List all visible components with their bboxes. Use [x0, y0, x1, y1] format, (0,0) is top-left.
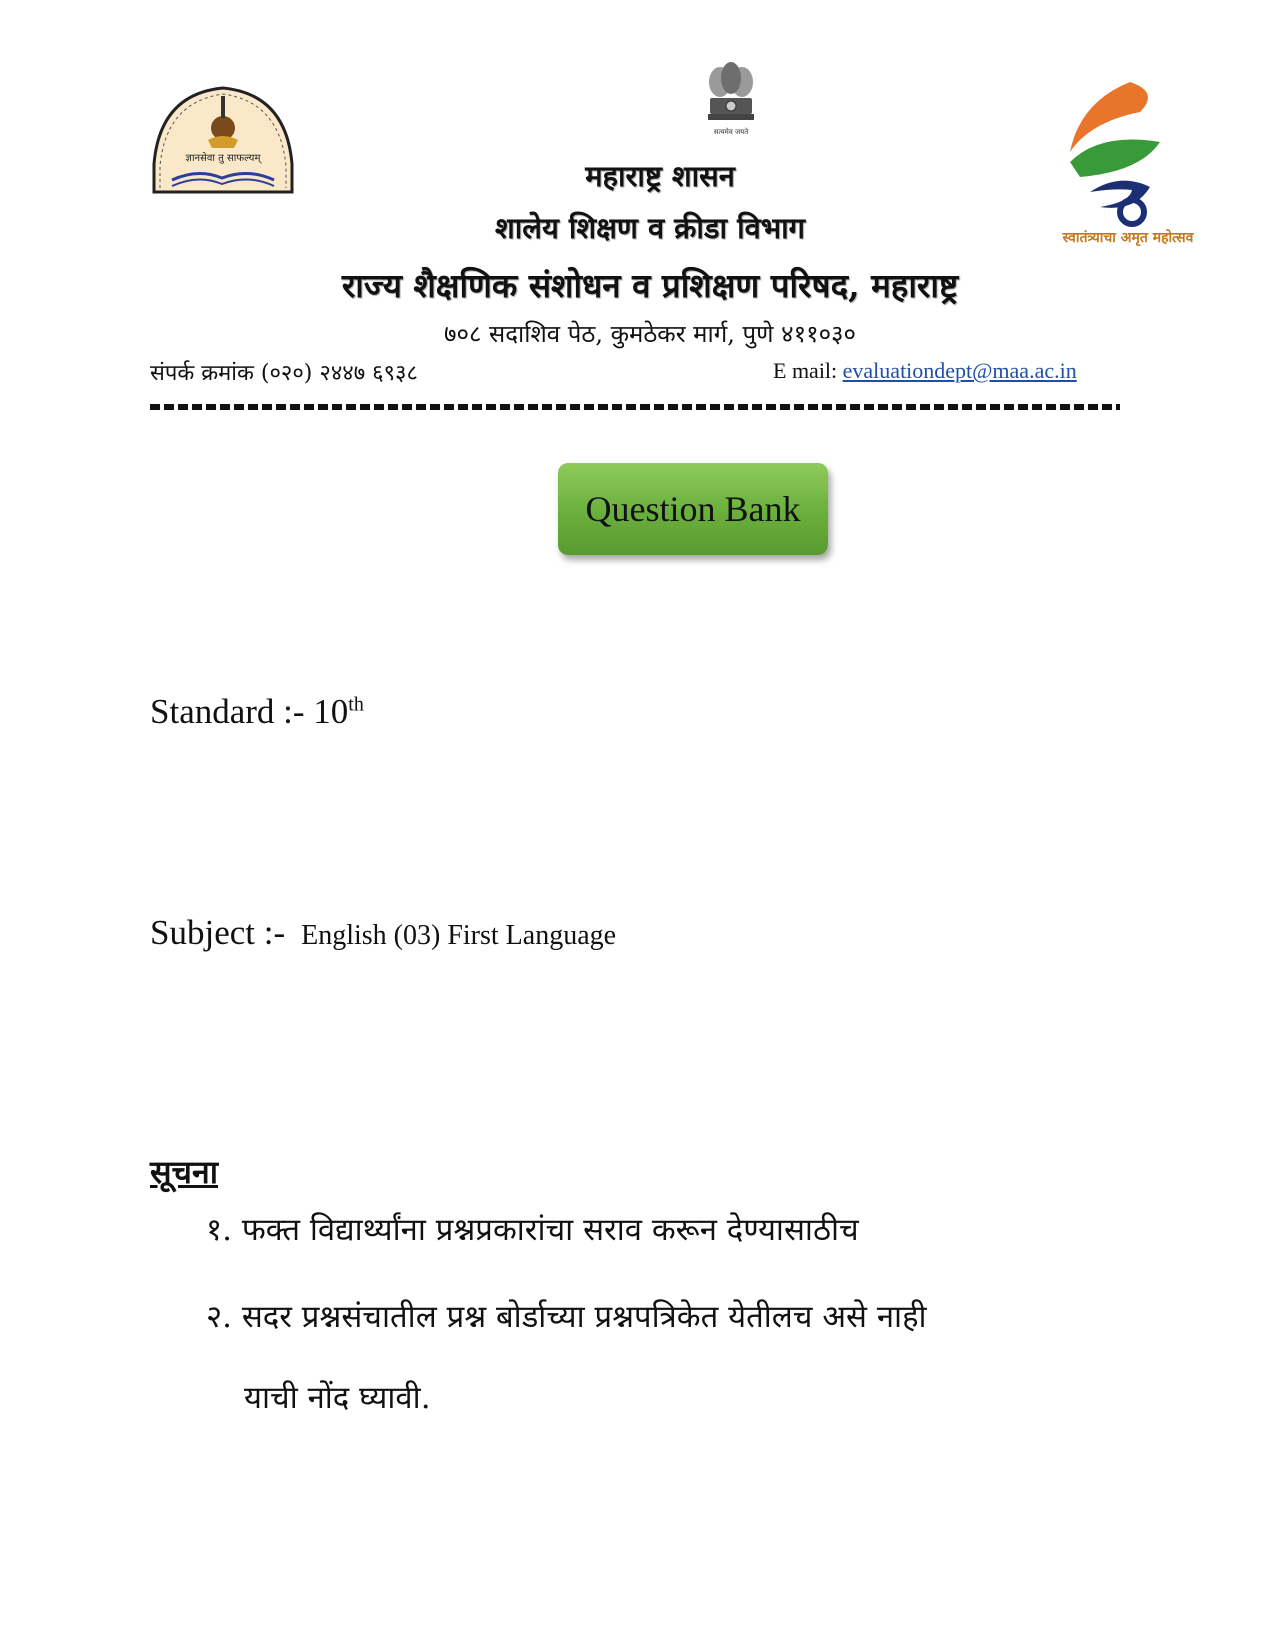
notes-title: सूचना: [150, 1153, 219, 1191]
subject-label: Subject :-: [150, 913, 286, 952]
header-address: ७०८ सदाशिव पेठ, कुमठेकर मार्ग, पुणे ४११०३०: [443, 320, 857, 348]
standard-label: Standard :- 10: [150, 692, 349, 731]
divider: [150, 404, 1120, 410]
standard-line: [150, 692, 364, 732]
subject-value: English (03) First Language: [301, 920, 617, 951]
subject-line: [150, 913, 616, 953]
standard-suffix: th: [348, 693, 364, 716]
note-item: १. फक्त विद्यार्थ्यांना प्रश्नप्रकारांचा सराव करून देण्यासाठीच: [206, 1212, 859, 1248]
header-department: शालेय शिक्षण व क्रीडा विभाग: [495, 211, 805, 245]
question-bank-banner: Question Bank: [558, 463, 828, 555]
national-emblem: [700, 58, 762, 146]
logo-motto: ज्ञानसेवा तु साफल्यम्: [185, 153, 261, 164]
emblem-motto: सत्यमेव जयते: [713, 128, 749, 136]
note-item-continuation: याची नोंद घ्यावी.: [244, 1380, 431, 1416]
note-item: २. सदर प्रश्नसंचातील प्रश्न बोर्डाच्या प्रश्नपत्रिकेत येतीलच असे नाही: [206, 1299, 927, 1335]
email-label: E mail:: [773, 358, 843, 383]
logo-caption: स्वातंत्र्याचा अमृत महोत्सव: [1062, 230, 1194, 246]
email-link[interactable]: evaluationdept@maa.ac.in: [842, 358, 1077, 383]
header-council: राज्य शैक्षणिक संशोधन व प्रशिक्षण परिषद, महाराष्ट्र: [341, 266, 959, 305]
header-govt: महाराष्ट्र शासन: [585, 159, 735, 193]
email-line: [773, 358, 1077, 384]
contact-number: संपर्क क्रमांक (०२०) २४४७ ६९३८: [150, 361, 418, 386]
